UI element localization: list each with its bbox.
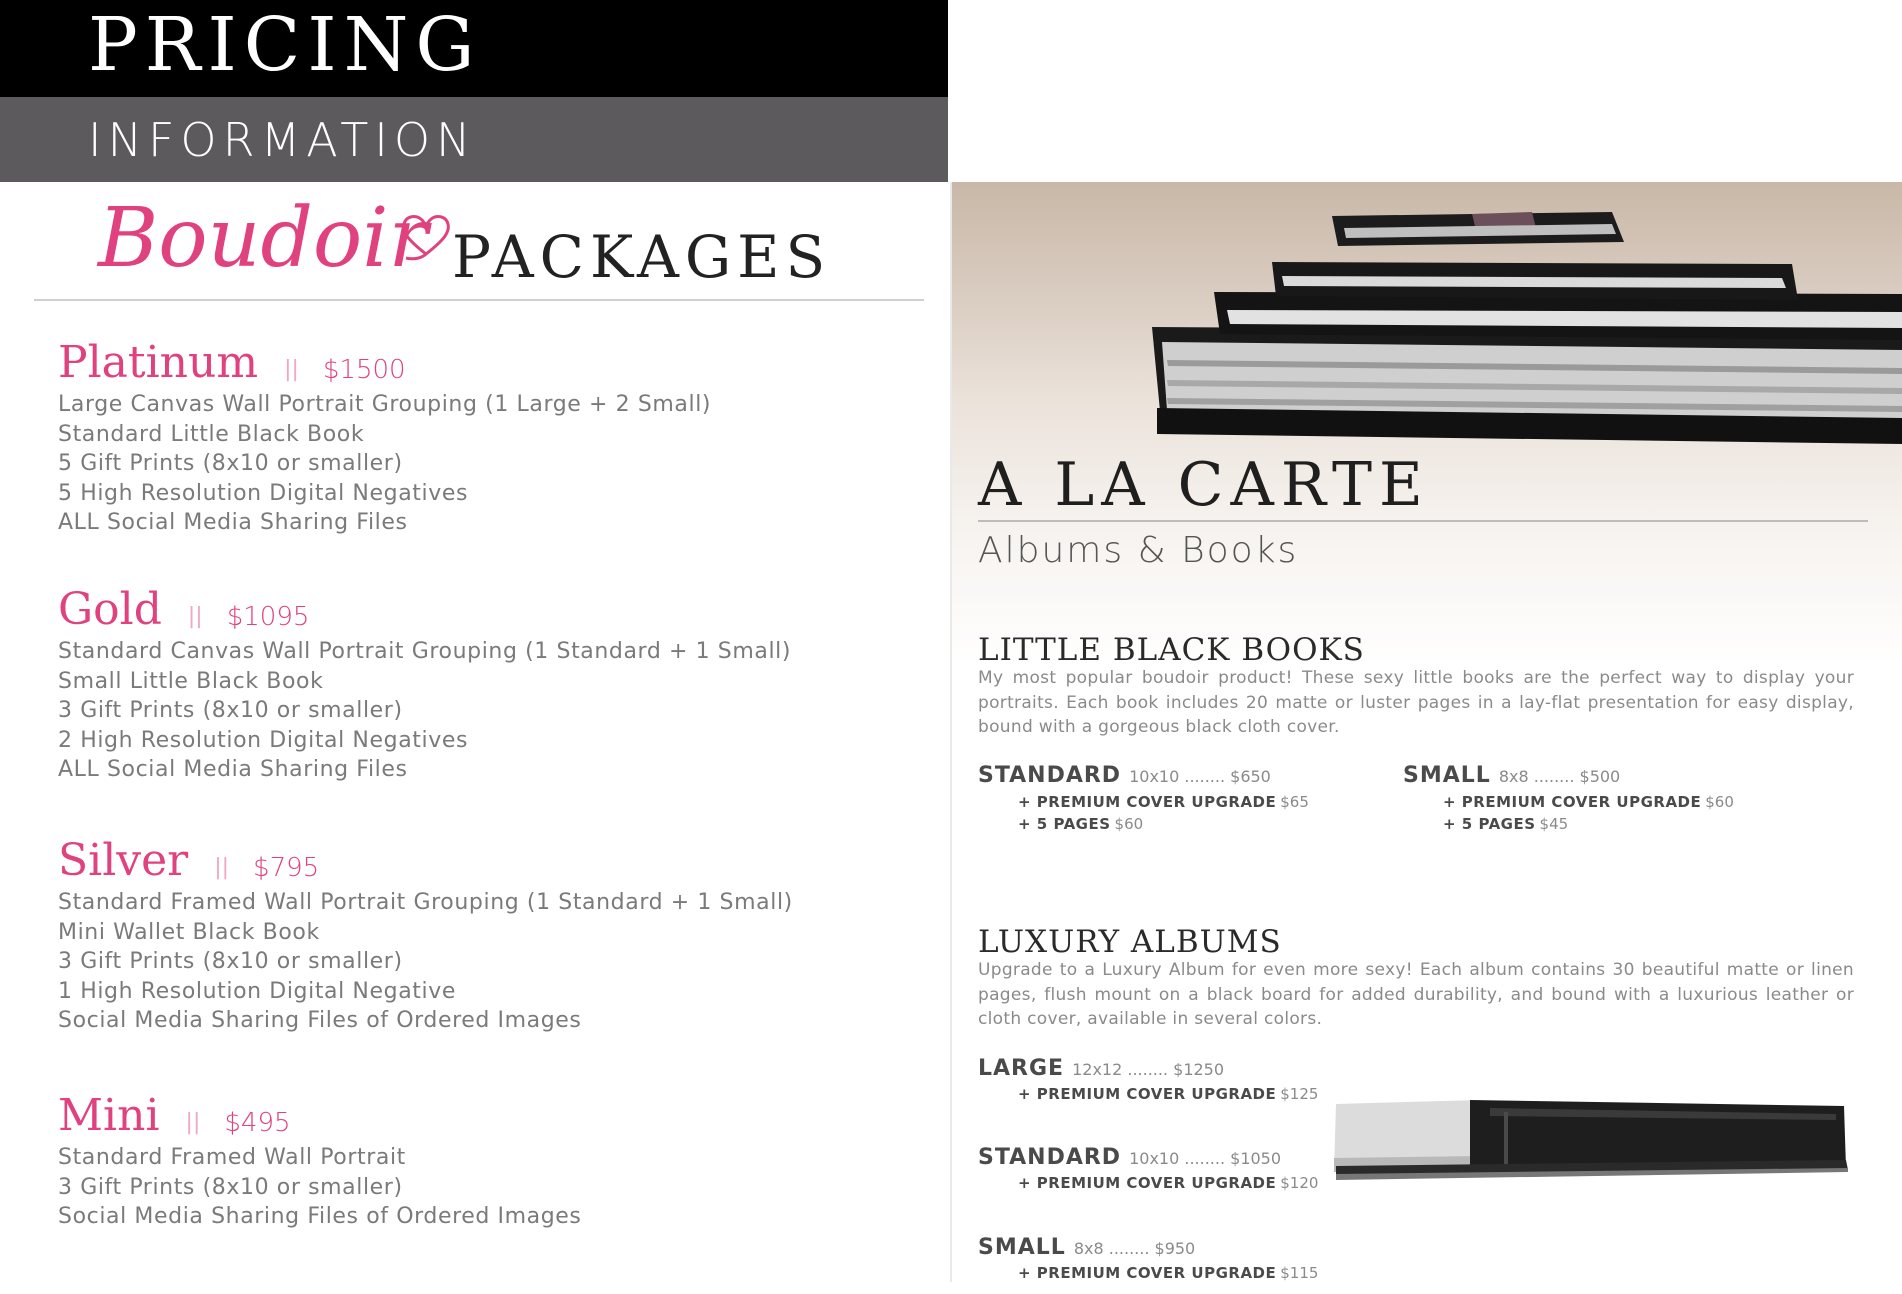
package-gold xyxy=(58,583,918,785)
lbb-standard-upgrade xyxy=(1018,813,1143,835)
option-price: $500 xyxy=(1579,767,1621,786)
upgrade-label: + PREMIUM COVER UPGRADE xyxy=(1018,1174,1277,1192)
lbb-standard-upgrade xyxy=(1018,791,1309,813)
option-name: SMALL xyxy=(1403,763,1491,788)
alacarte-subtitle: Albums & Books xyxy=(978,530,1299,571)
lbb-standard-option xyxy=(978,764,1271,789)
option-dots: ........ xyxy=(1127,1060,1169,1079)
upgrade-price: $60 xyxy=(1705,793,1734,811)
option-name: LARGE xyxy=(978,1056,1065,1081)
package-name: Silver xyxy=(58,835,189,886)
package-name: Gold xyxy=(58,584,162,635)
lbb-small-upgrade xyxy=(1443,791,1734,813)
little-black-books-title: LITTLE BLACK BOOKS xyxy=(978,632,1365,668)
upgrade-label: + 5 PAGES xyxy=(1018,815,1111,833)
package-header xyxy=(58,583,918,637)
package-item: 1 High Resolution Digital Negative xyxy=(58,978,456,1004)
package-item: 2 High Resolution Digital Negatives xyxy=(58,727,469,753)
package-item: 3 Gift Prints (8x10 or smaller) xyxy=(58,949,403,975)
package-separator: || xyxy=(187,604,203,629)
upgrade-price: $45 xyxy=(1539,815,1569,833)
option-dots: ........ xyxy=(1533,767,1575,786)
upgrade-price: $125 xyxy=(1280,1085,1319,1103)
page-title: PRICING xyxy=(88,2,482,88)
package-silver xyxy=(58,834,918,1036)
package-item: Standard Framed Wall Portrait xyxy=(58,1145,406,1170)
package-platinum xyxy=(58,336,918,538)
option-dots: ........ xyxy=(1184,1149,1226,1168)
package-item: Small Little Black Book xyxy=(58,668,324,694)
album-standard-upgrade xyxy=(1018,1172,1318,1194)
package-item: Mini Wallet Black Book xyxy=(58,919,320,945)
upgrade-price: $60 xyxy=(1114,815,1144,833)
option-size: 12x12 xyxy=(1072,1060,1123,1079)
heart-icon xyxy=(398,208,454,264)
option-price: $1250 xyxy=(1173,1060,1225,1079)
alacarte-divider xyxy=(978,520,1868,522)
luxury-albums-title: LUXURY ALBUMS xyxy=(978,924,1282,960)
package-item: ALL Social Media Sharing Files xyxy=(58,757,408,783)
page-subtitle: INFORMATION xyxy=(88,113,477,167)
package-mini xyxy=(58,1089,918,1232)
album-large-option xyxy=(978,1057,1224,1082)
option-price: $950 xyxy=(1154,1239,1196,1258)
option-price: $1050 xyxy=(1230,1149,1282,1168)
album-standard-option xyxy=(978,1146,1281,1171)
option-size: 10x10 xyxy=(1129,767,1180,786)
option-name: STANDARD xyxy=(978,763,1122,788)
packages-heading: PACKAGES xyxy=(452,223,832,291)
upgrade-price: $115 xyxy=(1280,1264,1319,1282)
option-dots: ........ xyxy=(1108,1239,1150,1258)
package-item: 5 High Resolution Digital Negatives xyxy=(58,480,469,506)
package-item: ALL Social Media Sharing Files xyxy=(58,510,408,536)
package-separator: || xyxy=(284,357,299,382)
upgrade-label: + PREMIUM COVER UPGRADE xyxy=(1018,1085,1277,1103)
upgrade-label: + PREMIUM COVER UPGRADE xyxy=(1443,793,1702,811)
package-item: Large Canvas Wall Portrait Grouping (1 Large + 2 Small) xyxy=(58,392,712,417)
package-separator: || xyxy=(214,855,230,880)
upgrade-label: + 5 PAGES xyxy=(1443,815,1536,833)
lbb-small-option xyxy=(1403,764,1620,789)
lbb-small-upgrade xyxy=(1443,813,1568,835)
option-size: 8x8 xyxy=(1498,767,1529,786)
package-name: Mini xyxy=(58,1090,160,1141)
option-price: $650 xyxy=(1230,767,1271,786)
package-item: Social Media Sharing Files of Ordered Images xyxy=(58,1008,582,1034)
upgrade-price: $65 xyxy=(1280,793,1309,811)
package-header xyxy=(58,834,918,888)
package-item: Standard Framed Wall Portrait Grouping (1 Standard + 1 Small) xyxy=(58,890,793,915)
package-item: Social Media Sharing Files of Ordered Images xyxy=(58,1204,582,1230)
album-large-upgrade xyxy=(1018,1083,1318,1105)
package-item: 3 Gift Prints (8x10 or smaller) xyxy=(58,698,403,724)
option-size: 10x10 xyxy=(1129,1149,1180,1168)
packages-divider xyxy=(34,299,924,301)
option-size: 8x8 xyxy=(1073,1239,1104,1258)
package-item: 5 Gift Prints (8x10 or smaller) xyxy=(58,451,403,477)
package-price: $795 xyxy=(253,853,320,883)
package-name: Platinum xyxy=(58,337,259,388)
book-stack-photo xyxy=(952,182,1902,666)
package-item: 3 Gift Prints (8x10 or smaller) xyxy=(58,1174,403,1200)
boudoir-script-word: Boudoir xyxy=(98,191,428,286)
upgrade-label: + PREMIUM COVER UPGRADE xyxy=(1018,793,1277,811)
package-item: Standard Canvas Wall Portrait Grouping (1 Standard + 1 Small) xyxy=(58,639,792,664)
alacarte-title: A LA CARTE xyxy=(978,450,1430,520)
upgrade-label: + PREMIUM COVER UPGRADE xyxy=(1018,1264,1277,1282)
option-name: STANDARD xyxy=(978,1145,1122,1170)
package-header xyxy=(58,1089,918,1143)
album-small-upgrade xyxy=(1018,1262,1318,1284)
option-name: SMALL xyxy=(978,1235,1066,1260)
little-black-books-description: My most popular boudoir product! These sexy little books are the perfect way to display your portraits. Each book includes 20 matte or luster pages in a lay-flat presentation for easy display, bound with a gorgeous black cloth cover. xyxy=(978,668,1854,737)
package-price: $1095 xyxy=(226,602,310,632)
option-dots: ........ xyxy=(1184,767,1226,786)
package-separator: || xyxy=(185,1110,201,1135)
album-small-option xyxy=(978,1236,1195,1261)
luxury-albums-description: Upgrade to a Luxury Album for even more sexy! Each album contains 30 beautiful matte or linen pages, flush mount on a black board for added durability, and bound with a luxurious leather or cloth cover, available in several colors. xyxy=(978,960,1854,1029)
luxury-album-photo xyxy=(1330,1086,1850,1186)
package-item: Standard Little Black Book xyxy=(58,421,365,447)
upgrade-price: $120 xyxy=(1280,1174,1319,1192)
package-header xyxy=(58,336,918,390)
package-price: $1500 xyxy=(322,355,406,385)
package-price: $495 xyxy=(224,1108,291,1138)
